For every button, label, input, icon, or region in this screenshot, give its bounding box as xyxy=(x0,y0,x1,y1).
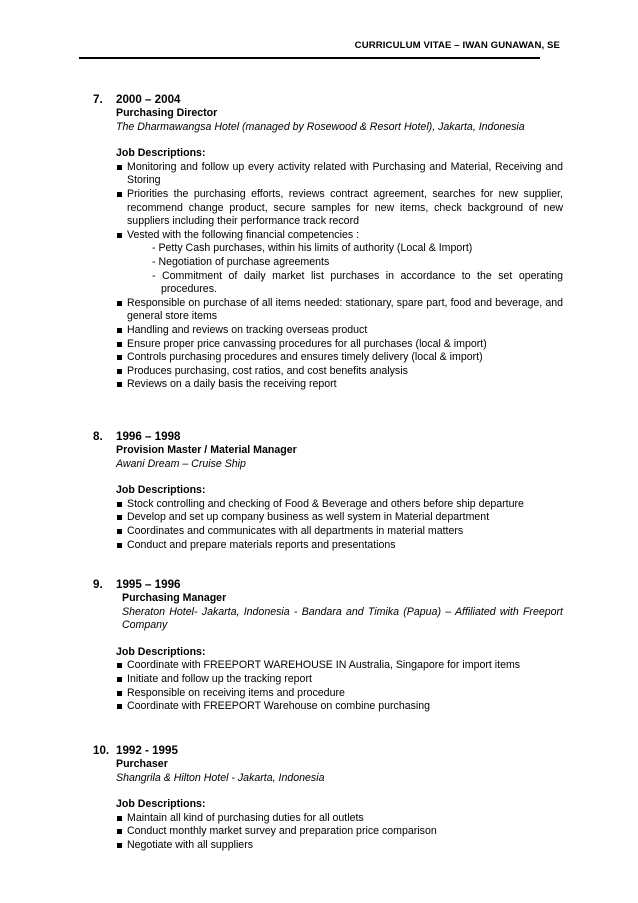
bullet-icon xyxy=(117,663,122,668)
list-item: Develop and set up company business as well system in Material department xyxy=(116,511,563,525)
list-item: Conduct and prepare materials reports and presentations xyxy=(116,539,563,553)
job-company: The Dharmawangsa Hotel (managed by Rosewood & Resort Hotel), Jakarta, Indonesia xyxy=(116,120,525,133)
bullet-icon xyxy=(117,816,122,821)
bullet-icon xyxy=(117,233,122,238)
job-descriptions-label: Job Descriptions: xyxy=(116,147,206,160)
list-item: Coordinate with FREEPORT WAREHOUSE IN Australia, Singapore for import items xyxy=(116,659,563,673)
bullet-icon xyxy=(117,843,122,848)
list-item: Coordinates and communicates with all departments in material matters xyxy=(116,525,563,539)
job-period: 1995 – 1996 xyxy=(116,578,181,591)
job-company: Shangrila & Hilton Hotel - Jakarta, Indonesia xyxy=(116,771,325,784)
bullet-icon xyxy=(117,382,122,387)
job-company: Awani Dream – Cruise Ship xyxy=(116,457,246,470)
list-item: Reviews on a daily basis the receiving report xyxy=(116,378,563,392)
bullet-icon xyxy=(117,691,122,696)
bullet-icon xyxy=(117,829,122,834)
list-item: Coordinate with FREEPORT Warehouse on combine purchasing xyxy=(116,700,563,714)
job-descriptions-label: Job Descriptions: xyxy=(116,645,206,658)
job-descriptions-label: Job Descriptions: xyxy=(116,798,206,811)
list-item: Controls purchasing procedures and ensures timely delivery (local & import) xyxy=(116,351,563,365)
sub-list-item: - Commitment of daily market list purchases in accordance to the set operating procedures. xyxy=(152,269,563,296)
sub-list-item: - Petty Cash purchases, within his limits of authority (Local & Import) xyxy=(152,242,473,255)
list-item: Monitoring and follow up every activity related with Purchasing and Material, Receiving and Storing xyxy=(116,161,563,188)
job-title: Purchaser xyxy=(116,758,168,770)
bullet-icon xyxy=(117,704,122,709)
list-item: Conduct monthly market survey and preparation price comparison xyxy=(116,825,563,839)
sub-list xyxy=(127,242,563,296)
list-item: Priorities the purchasing efforts, reviews contract agreement, searches for new supplier, recommend change product, secure samples for new items, check background of new suppliers including their performance track record xyxy=(116,188,563,229)
job-entry-8 xyxy=(93,430,563,552)
list-item: Vested with the following financial competencies : - Petty Cash purchases, within his limits of authority (Local & Import) - Negotiation of purchase agreements - Commitment of daily market list purchases in accordance to the set operating procedures. xyxy=(116,229,563,297)
bullet-icon xyxy=(117,165,122,170)
job-title: Purchasing Director xyxy=(116,107,218,119)
list-item: Responsible on receiving items and procedure xyxy=(116,687,563,701)
header-divider xyxy=(79,57,540,59)
job-description-list xyxy=(116,161,563,392)
job-title: Purchasing Manager xyxy=(122,592,227,604)
job-description-list xyxy=(116,659,563,713)
list-item: Responsible on purchase of all items needed: stationary, spare part, food and beverage, and general store items xyxy=(116,297,563,324)
job-number: 10. xyxy=(93,744,110,757)
list-item: Handling and reviews on tracking overseas product xyxy=(116,324,563,338)
bullet-icon xyxy=(117,529,122,534)
job-company: Sheraton Hotel- Jakarta, Indonesia - Bandara and Timika (Papua) – Affiliated with Freeport Company xyxy=(122,605,563,632)
list-item: Ensure proper price canvassing procedures for all purchases (local & import) xyxy=(116,338,563,352)
list-item: Maintain all kind of purchasing duties for all outlets xyxy=(116,812,563,826)
bullet-icon xyxy=(117,342,122,347)
job-description-list xyxy=(116,498,563,552)
list-item: Stock controlling and checking of Food & Beverage and others before ship departure xyxy=(116,498,563,512)
bullet-icon xyxy=(117,328,122,333)
job-entry-10 xyxy=(93,744,563,853)
list-item: Initiate and follow up the tracking report xyxy=(116,673,563,687)
job-period: 1992 - 1995 xyxy=(116,744,178,757)
job-number: 7. xyxy=(93,93,103,106)
bullet-icon xyxy=(117,301,122,306)
job-period: 1996 – 1998 xyxy=(116,430,181,443)
job-descriptions-label: Job Descriptions: xyxy=(116,484,206,497)
job-description-list xyxy=(116,812,563,853)
job-number: 9. xyxy=(93,578,103,591)
bullet-icon xyxy=(117,543,122,548)
bullet-icon xyxy=(117,355,122,360)
list-item: Negotiate with all suppliers xyxy=(116,839,563,853)
document-header: CURRICULUM VITAE – IWAN GUNAWAN, SE xyxy=(354,40,560,51)
job-title: Provision Master / Material Manager xyxy=(116,444,297,456)
bullet-icon xyxy=(117,677,122,682)
sub-list-item: - Negotiation of purchase agreements xyxy=(152,255,330,268)
job-period: 2000 – 2004 xyxy=(116,93,181,106)
bullet-icon xyxy=(117,502,122,507)
job-number: 8. xyxy=(93,430,103,443)
bullet-icon xyxy=(117,515,122,520)
bullet-icon xyxy=(117,369,122,374)
job-entry-9 xyxy=(93,578,563,714)
list-item: Produces purchasing, cost ratios, and cost benefits analysis xyxy=(116,365,563,379)
bullet-icon xyxy=(117,192,122,197)
job-entry-7 xyxy=(93,93,563,392)
